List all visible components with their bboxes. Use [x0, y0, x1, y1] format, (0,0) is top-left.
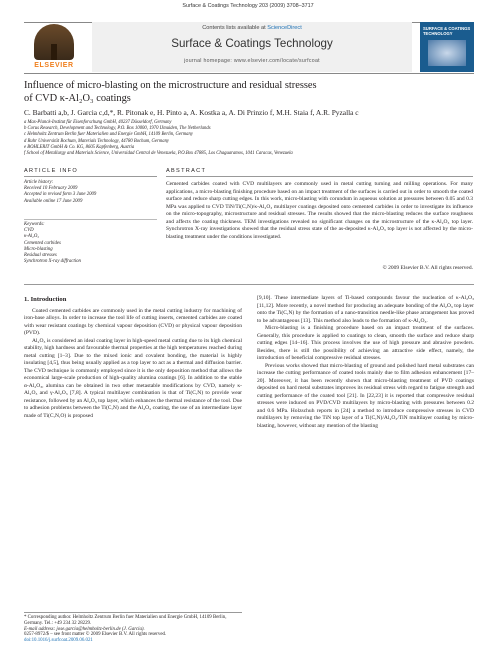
corresponding-author: * Corresponding author. Helmholtz Zentrum Berlin fuer Materialien und Energie GmbH, 14109 Berlin, Germany. Tel.: +49 234 32 28229.	[24, 615, 227, 627]
article-history	[24, 180, 157, 205]
title-line-1: Influence of micro-blasting on the microstructure and residual stresses	[24, 80, 317, 91]
affiliation-item: b Corus Research, Development and Technology, P.O. Box 10000, 1970 IJmuiden, The Netherlands	[24, 126, 211, 132]
paragraph: Coated cemented carbides are commonly used in the metal cutting industry for machining of iron-base alloys. In order to increase the tool life of cutting inserts, cemented carbides are coated with wear resistant coatings by chemical vapour deposition (CVD) or physical vapour deposition (PVD).	[24, 307, 242, 337]
corresponding-author-footnote	[24, 612, 242, 634]
affiliation-item: d Ruhr Universität Bochum, Materials Technology, 44780 Bochum, Germany	[24, 138, 169, 144]
copyright-notice: © 2009 Elsevier B.V. All rights reserved.	[382, 265, 473, 271]
journal-title: Surface & Coatings Technology	[171, 37, 333, 50]
section-divider	[24, 284, 474, 285]
introduction-heading: 1. Introduction	[24, 296, 67, 303]
affiliation-item: a Max-Planck-Institut für Eisenforschung GmbH, 40237 Düsseldorf, Germany	[24, 120, 172, 125]
elsevier-logo	[24, 24, 84, 71]
keyword-item: κ-Al₂O₃	[24, 234, 39, 240]
cover-title: SURFACE & COATINGS TECHNOLOGY	[423, 26, 471, 36]
keyword-item: Micro-blasting	[24, 246, 53, 252]
keyword-item: Cemented carbides	[24, 240, 61, 246]
paragraph: Previous works showed that micro-blasting of ground and polished hard metal substrates can increase the cutting performance of coated tools mainly due to film adhesion enhancement [17–20]. Moreover, it has been recently shown that micro-blasting treatment of PVD coatings deposited on hard metal substrates improves its residual stress with regard to fatigue strength and cutting performance of the coated tool [21]. In [22,23] it is reported that compressive residual stresses were induced on PVD/CVD multilayers by micro-blasting with pressures between 0.2 and 0.6 MPa. Holzschuh reports in [24] a method to introduce compressive stresses in CVD multilayers by removing the TiN top layer of a Ti(C,N)/Al₂O₃/TiN multilayer coating by micro-blasting, however, without any mention of the blasting	[257, 362, 474, 429]
title-line-2: of CVD κ-Al₂O₃ coatings	[24, 93, 131, 104]
publication-info	[24, 632, 242, 645]
affiliation-item: f School of Metallurgy and Materials Science, Universidad Central de Venezuela, P.O.Box 47885, Los Chaguaramos, 1041 Caracas, Venezuela	[24, 151, 293, 157]
article-info-heading: ARTICLE INFO	[24, 168, 157, 177]
publisher-name: ELSEVIER	[34, 62, 74, 69]
keyword-item: Synchrotron X-ray diffraction	[24, 259, 81, 265]
history-label: Article history:	[24, 180, 54, 185]
online-date: Available online 17 June 2009	[24, 198, 83, 204]
author-list: C. Barbatti a,b, J. Garcia c,d,*, R. Pitonak e, H. Pinto a, A. Kostka a, A. Di Prinzio f, M.H. Staia f, A.R. Pyzalla c	[24, 108, 359, 117]
doi-link[interactable]: doi:10.1016/j.surfcoat.2009.06.021	[24, 638, 93, 644]
paragraph: Al₂O₃ is considered an ideal coating layer in high-speed metal cutting due to its high chemical stability, high hardness and favourable thermal properties at the high temperatures reached during metal cutting [1–3]. Due to the mixed ionic and covalent bonding, the material is highly insulating [4,5], thus being usually applied as a top layer to act as a thermal and diffusion barrier. The CVD technique is commonly employed since it is the only deposition method that allows the economical large-scale production of high-quality alumina coatings [6]. In addition to the stable α-Al₂O₃, alumina can be obtained in two other metastable modifications by CVD, namely κ-Al₂O₃ and γ-Al₂O₃ [7,8]. A typical multilayer combination is that of Ti(C,N) to provide wear resistance, followed by an Al₂O₃ top layer, which enhances the thermal resistance of the tool. Due to adhesion problems between the Ti(C,N) and the Al₂O₃ coating, the use of an intermediate layer made of Ti(C,N,O) is proposed	[24, 337, 242, 419]
keyword-item: CVD	[24, 228, 34, 234]
contents-prefix: Contents lists available at	[202, 25, 268, 31]
journal-cover	[420, 22, 474, 72]
sciencedirect-link[interactable]: ScienceDirect	[267, 25, 302, 31]
left-column	[24, 296, 242, 420]
paragraph: [9,10]. These intermediate layers of Ti-based compounds favour the nucleation of κ-Al₂O₃ [11,12]. More recently, a novel method for producing an adequate bonding of the Al₂O₃ top layer onto the Ti(C,N) by the formation of a nano-transition needle-like phase arrangement has proved to be advantageous [13]. This method also leads to the formation of κ-Al₂O₃.	[257, 295, 474, 324]
revised-date: Accepted in revised form 3 June 2009	[24, 192, 97, 198]
contents-line	[92, 25, 412, 31]
paragraph: Micro-blasting is a finishing procedure based on an impact treatment of the surfaces. Generally, this procedure is applied to coatings to clean, smooth the surface and reduce sharp cutting edges [14–16]. This process involves the use of high pressure and abrasive powders. Besides, there is still the possibility of achieving an attractive side effect, namely, the introduction of beneficial compressive residual stresses.	[257, 325, 474, 362]
affiliation-item: e BOHLERIT GmbH & Co. KG, 8605 Kapfenberg, Austria	[24, 144, 135, 150]
article-title	[24, 79, 464, 105]
keyword-item: Residual stresses	[24, 253, 57, 259]
abstract-text: Cemented carbides coated with CVD multilayers are commonly used in metal cutting turning and milling operations. For many applications, a micro-blasting finishing procedure based on an impact treatment of the surfaces is carried out in order to smooth the coated surface and reduce sharp cutting edges. In this work, micro-blasting with corundum in aqueous solution at pressures between 0.05 and 0.3 MPa was applied to CVD TiN/Ti(C,N)/κ-Al₂O₃ multilayer coatings deposited onto cemented carbides in order to investigate its influence on the micro-topography, microstructure and residual stresses. The results showed that the micro-blasting reduces the surface roughness and affects the coating thickness. TEM investigations revealed no significant changes on the microstructure of the κ-Al₂O₃ top layer. Synchrotron X-ray investigations showed that the residual stress state of the as-deposited κ-Al₂O₃ top layer is not affected by the micro-blasting treatment under the conditions investigated.	[166, 181, 473, 240]
abstract-heading: ABSTRACT	[166, 168, 473, 177]
journal-reference: Surface & Coatings Technology 203 (2009) 3708–3717	[182, 3, 314, 9]
cover-image	[428, 40, 466, 66]
elsevier-tree-icon	[34, 24, 74, 60]
issn-line: 0257-8972/$ – see front matter © 2009 Elsevier B.V. All rights reserved.	[24, 632, 167, 637]
received-date: Received 10 February 2009	[24, 186, 78, 192]
journal-homepage-link[interactable]: journal homepage: www.elsevier.com/locate/surfcoat	[184, 58, 320, 64]
keywords-label: Keywords:	[24, 222, 45, 227]
affiliations	[24, 120, 474, 157]
keywords	[24, 219, 157, 265]
author-email[interactable]: E-mail address: jose.garcia@helmholtz-berlin.de (J. Garcia).	[24, 627, 145, 633]
right-column	[257, 295, 474, 430]
affiliation-item: c Helmholtz Zentrum Berlin fuer Materialien und Energie GmbH, 14109 Berlin, Germany	[24, 132, 193, 138]
